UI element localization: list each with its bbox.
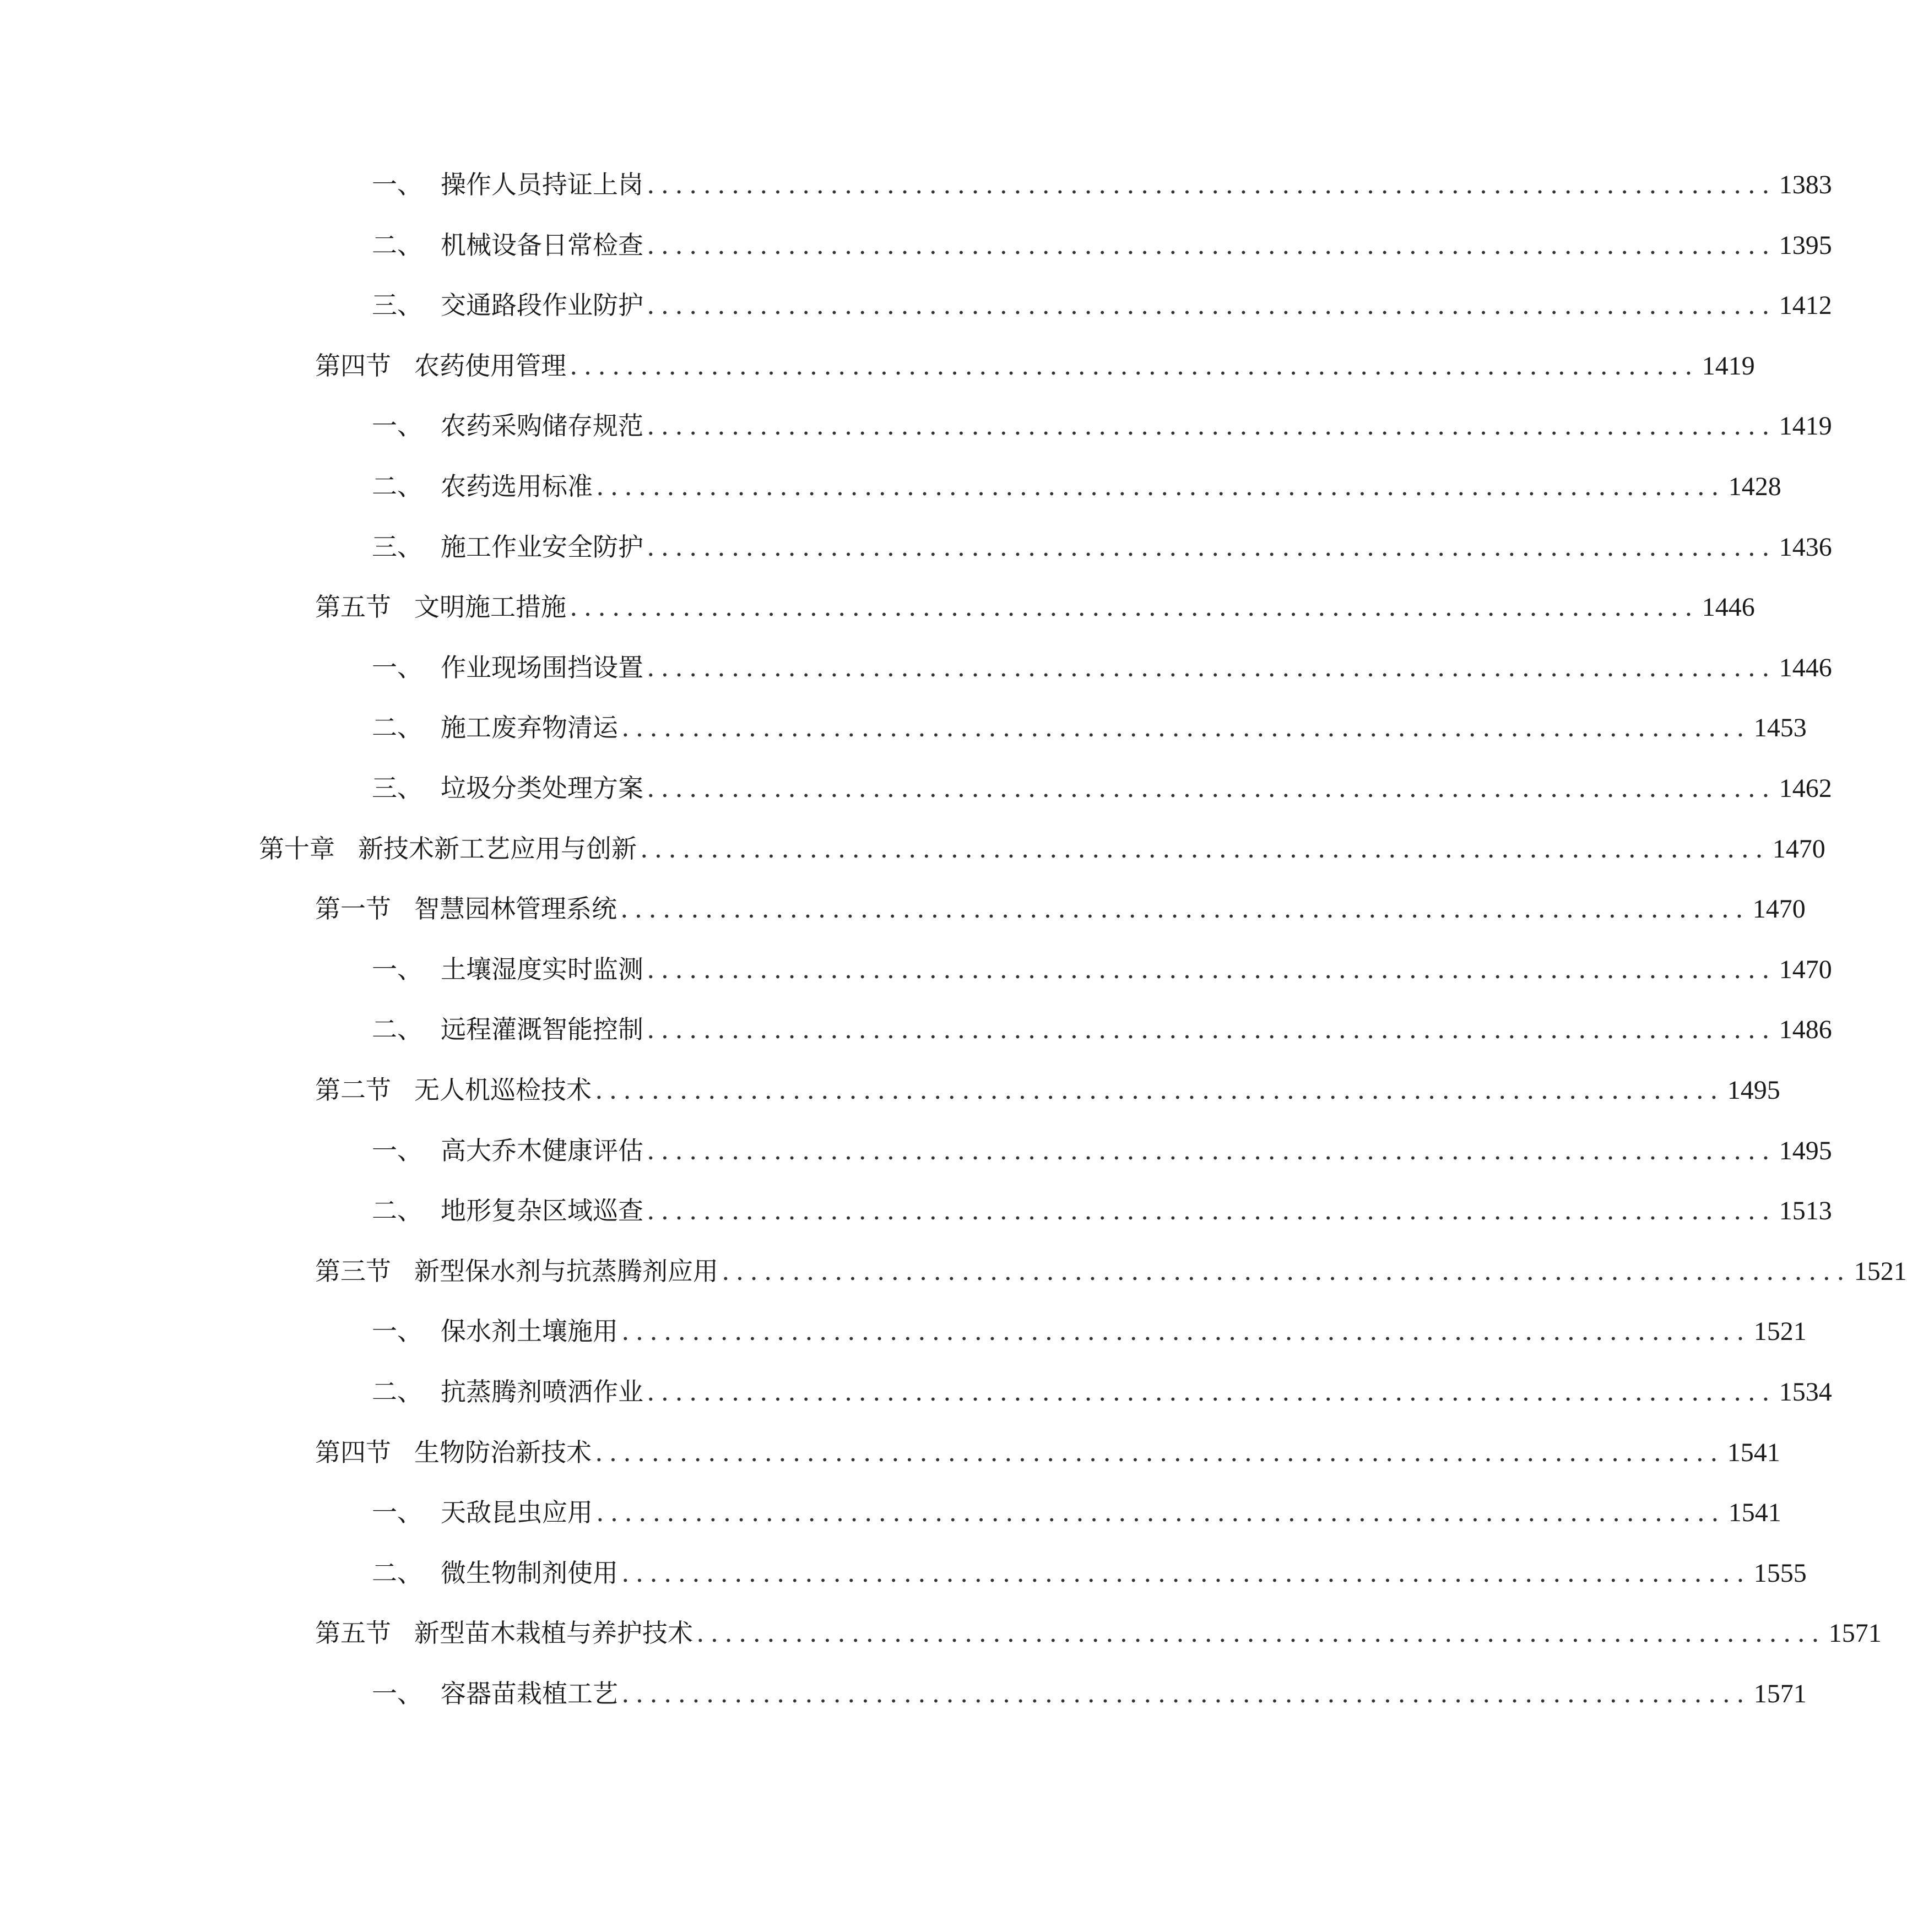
toc-entry-page-number: 1555: [1753, 1559, 1807, 1588]
toc-entry-page-number: 1534: [1779, 1377, 1832, 1407]
toc-entry[interactable]: [315, 887, 1806, 931]
toc-entry[interactable]: [315, 1430, 1780, 1474]
toc-entry-title: 新型苗木栽植与养护技术: [414, 1618, 693, 1648]
toc-entry[interactable]: [315, 1611, 1882, 1655]
toc-entry-number: 三、: [372, 773, 422, 803]
toc-entry-title: 新技术新工艺应用与创新: [358, 834, 637, 864]
toc-entry-number: 第三节: [315, 1256, 391, 1286]
toc-entry[interactable]: [372, 705, 1807, 750]
toc-entry-number: 一、: [372, 411, 422, 441]
toc-entry-page-number: 1395: [1779, 231, 1832, 260]
toc-entry-number: 一、: [372, 1497, 422, 1527]
toc-entry-number: 一、: [372, 170, 422, 199]
toc-entry[interactable]: [372, 162, 1832, 207]
toc-entry[interactable]: [372, 223, 1832, 267]
toc-entry-page-number: 1521: [1854, 1257, 1907, 1286]
toc-entry-number: 第五节: [315, 592, 391, 622]
toc-dot-leader: ................................................................................: [595, 1075, 1724, 1105]
toc-entry-title: 地形复杂区域巡查: [441, 1196, 643, 1225]
toc-entry[interactable]: [372, 766, 1832, 810]
toc-entry-title: 操作人员持证上岗: [441, 170, 643, 199]
toc-entry-title: 作业现场围挡设置: [441, 653, 643, 682]
toc-entry-page-number: 1571: [1753, 1679, 1807, 1708]
toc-entry-title: 农药采购储存规范: [441, 411, 643, 441]
toc-entry-number: 第二节: [315, 1075, 391, 1105]
toc-dot-leader: ................................................................................: [647, 411, 1776, 441]
toc-entry-title: 新型保水剂与抗蒸腾剂应用: [414, 1256, 718, 1286]
toc-entry-title: 农药选用标准: [441, 471, 593, 501]
toc-entry-number: 二、: [372, 1196, 422, 1225]
toc-dot-leader: ................................................................................: [570, 592, 1699, 622]
toc-dot-leader: ................................................................................: [647, 1014, 1776, 1044]
toc-entry-title: 施工废弃物清运: [441, 713, 618, 742]
toc-dot-leader: ................................................................................: [620, 894, 1749, 924]
toc-entry-page-number: 1495: [1779, 1136, 1832, 1165]
toc-entry[interactable]: [372, 464, 1781, 508]
toc-entry[interactable]: [372, 525, 1832, 569]
toc-entry-page-number: 1571: [1828, 1619, 1882, 1648]
toc-entry-title: 微生物制剂使用: [441, 1558, 618, 1588]
toc-entry-page-number: 1453: [1753, 713, 1807, 742]
toc-entry-title: 高大乔木健康评估: [441, 1136, 643, 1165]
toc-entry-page-number: 1419: [1779, 411, 1832, 441]
toc-entry-page-number: 1446: [1702, 593, 1755, 622]
toc-entry-number: 二、: [372, 1558, 422, 1588]
toc-entry-number: 一、: [372, 954, 422, 984]
toc-entry-page-number: 1470: [1779, 955, 1832, 984]
toc-entry-title: 农药使用管理: [414, 351, 566, 381]
toc-dot-leader: ................................................................................: [647, 773, 1776, 803]
toc-entry[interactable]: [315, 585, 1755, 629]
toc-entry[interactable]: [372, 645, 1832, 690]
toc-dot-leader: ................................................................................: [696, 1618, 1825, 1648]
toc-dot-leader: ................................................................................: [640, 834, 1769, 864]
toc-entry[interactable]: [372, 947, 1832, 991]
toc-dot-leader: ................................................................................: [596, 471, 1725, 501]
toc-entry-number: 第四节: [315, 1437, 391, 1467]
toc-entry-page-number: 1541: [1728, 1498, 1781, 1527]
toc-entry-page-number: 1470: [1752, 894, 1806, 924]
toc-entry-number: 三、: [372, 290, 422, 320]
toc-dot-leader: ................................................................................: [722, 1256, 1851, 1286]
toc-dot-leader: ................................................................................: [621, 1679, 1751, 1708]
toc-dot-leader: ................................................................................: [621, 1316, 1751, 1346]
toc-entry-number: 一、: [372, 1679, 422, 1708]
toc-entry-title: 施工作业安全防护: [441, 532, 643, 562]
toc-entry-number: 第一节: [315, 894, 391, 924]
toc-dot-leader: ................................................................................: [621, 713, 1751, 742]
toc-entry-number: 三、: [372, 532, 422, 562]
toc-dot-leader: ................................................................................: [647, 1136, 1776, 1165]
toc-entry[interactable]: [372, 283, 1832, 327]
toc-entry-page-number: 1486: [1779, 1015, 1832, 1044]
toc-entry-page-number: 1436: [1779, 533, 1832, 562]
toc-dot-leader: ................................................................................: [647, 170, 1776, 199]
toc-dot-leader: ................................................................................: [647, 954, 1776, 984]
toc-dot-leader: ................................................................................: [647, 230, 1776, 260]
toc-entry-number: 第十章: [259, 834, 335, 864]
toc-entry-page-number: 1419: [1702, 351, 1755, 381]
toc-entry-number: 一、: [372, 1136, 422, 1165]
toc-dot-leader: ................................................................................: [647, 653, 1776, 682]
toc-entry-page-number: 1541: [1727, 1438, 1780, 1467]
toc-dot-leader: ................................................................................: [595, 1437, 1724, 1467]
toc-entry-page-number: 1412: [1779, 291, 1832, 320]
toc-dot-leader: ................................................................................: [647, 1196, 1776, 1225]
toc-entry-title: 生物防治新技术: [414, 1437, 592, 1467]
toc-entry-title: 交通路段作业防护: [441, 290, 643, 320]
toc-entry-title: 文明施工措施: [414, 592, 566, 622]
toc-dot-leader: ................................................................................: [570, 351, 1699, 381]
toc-entry-title: 垃圾分类处理方案: [441, 773, 643, 803]
toc-entry[interactable]: [372, 1309, 1807, 1353]
toc-entry-number: 二、: [372, 1014, 422, 1044]
toc-entry-title: 智慧园林管理系统: [414, 894, 617, 924]
toc-entry-title: 土壤湿度实时监测: [441, 954, 643, 984]
toc-dot-leader: ................................................................................: [596, 1497, 1725, 1527]
toc-entry-title: 保水剂土壤施用: [441, 1316, 618, 1346]
toc-entry-number: 第五节: [315, 1618, 391, 1648]
toc-entry-page-number: 1470: [1772, 834, 1825, 864]
toc-entry-number: 二、: [372, 713, 422, 742]
toc-entry-title: 抗蒸腾剂喷洒作业: [441, 1377, 643, 1407]
toc-entry-page-number: 1513: [1779, 1196, 1832, 1225]
toc-entry[interactable]: [372, 1128, 1832, 1173]
toc-entry-number: 二、: [372, 1377, 422, 1407]
toc-entry[interactable]: [372, 1188, 1832, 1233]
toc-dot-leader: ................................................................................: [647, 290, 1776, 320]
toc-entry-number: 一、: [372, 1316, 422, 1346]
toc-entry-title: 无人机巡检技术: [414, 1075, 592, 1105]
toc-entry-number: 二、: [372, 230, 422, 260]
toc-entry[interactable]: [372, 1370, 1832, 1414]
toc-entry-page-number: 1462: [1779, 774, 1832, 803]
toc-entry[interactable]: [259, 827, 1825, 871]
toc-entry[interactable]: [315, 344, 1755, 388]
toc-entry[interactable]: [315, 1068, 1780, 1112]
toc-entry[interactable]: [372, 1490, 1781, 1534]
toc-entry-page-number: 1428: [1728, 472, 1781, 501]
toc-dot-leader: ................................................................................: [647, 1377, 1776, 1407]
toc-entry[interactable]: [372, 1551, 1807, 1595]
toc-entry[interactable]: [372, 1671, 1807, 1716]
toc-dot-leader: ................................................................................: [647, 532, 1776, 562]
toc-entry-number: 第四节: [315, 351, 391, 381]
toc-entry-title: 远程灌溉智能控制: [441, 1014, 643, 1044]
toc-entry-page-number: 1446: [1779, 653, 1832, 682]
toc-entry-number: 一、: [372, 653, 422, 682]
toc-entry-title: 天敌昆虫应用: [441, 1497, 593, 1527]
toc-entry-number: 二、: [372, 471, 422, 501]
toc-dot-leader: ................................................................................: [621, 1558, 1751, 1588]
toc-entry[interactable]: [372, 1007, 1832, 1051]
toc-entry-title: 机械设备日常检查: [441, 230, 643, 260]
toc-entry-page-number: 1521: [1753, 1317, 1807, 1346]
toc-entry[interactable]: [372, 404, 1832, 448]
toc-entry-page-number: 1495: [1727, 1076, 1780, 1105]
toc-entry[interactable]: [315, 1249, 1907, 1293]
toc-entry-title: 容器苗栽植工艺: [441, 1679, 618, 1708]
toc-entry-page-number: 1383: [1779, 170, 1832, 199]
